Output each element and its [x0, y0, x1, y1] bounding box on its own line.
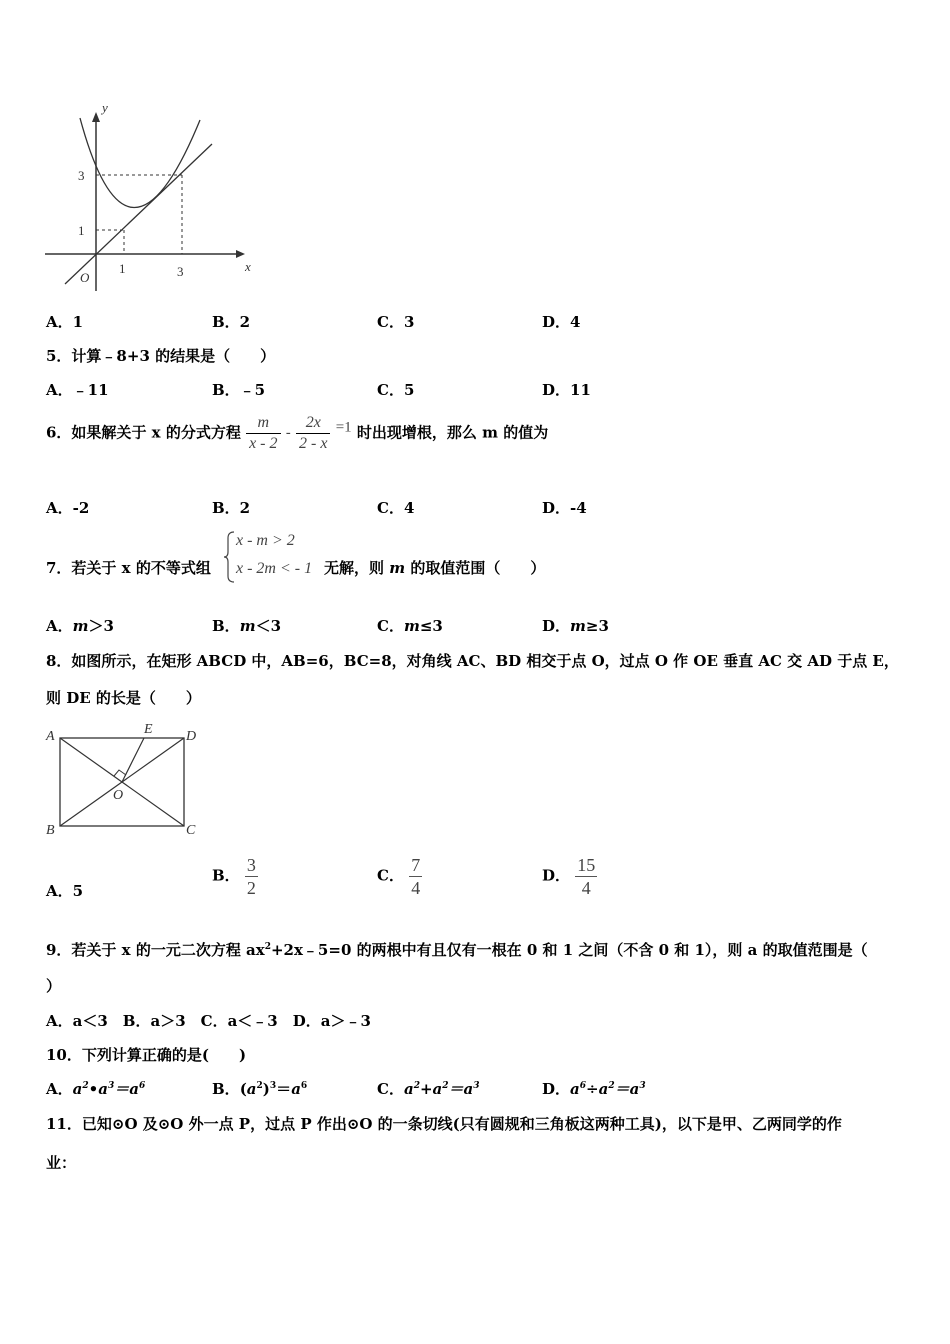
q6-prefix: 6．如果解关于 x 的分式方程 — [46, 423, 241, 442]
label-c: C — [186, 823, 196, 838]
q9-line1-b: +2x﹣5=0 的两根中有且仅有一根在 0 和 1 之间（不含 0 和 1），则 a 的取值范围是（ — [270, 941, 868, 959]
q7-suffix-2: 的取值范围（ ） — [405, 559, 546, 577]
label-a: A — [46, 729, 55, 744]
q7-option-c — [377, 615, 443, 636]
q9-exponent: 2 — [264, 942, 271, 952]
q6-frac1-den: x - 2 — [249, 435, 278, 452]
q11-stem-line1: 11．已知⊙O 及⊙O 外一点 P，过点 P 作出⊙O 的一条切线(只有圆规和三角板这两种工具)，以下是甲、乙两同学的作 — [46, 1115, 842, 1133]
q8-option-c — [377, 854, 422, 899]
q6-option-b: B．2 — [212, 499, 251, 517]
q9-options: A．a＜3 B．a＞3 C．a＜﹣3 D．a＞﹣3 — [46, 1012, 371, 1030]
x-axis-arrow — [236, 250, 245, 258]
q10-d-expr: $a^6\div a^2=a^3$ — [570, 1080, 646, 1098]
q10-option-b — [212, 1078, 307, 1099]
label-b: B — [46, 823, 55, 838]
q4-option-b: B．2 — [212, 313, 251, 331]
q9-line1-a: 9．若关于 x 的一元二次方程 ax — [46, 941, 265, 959]
x-tick-1: 1 — [119, 261, 126, 276]
q6-frac2-den: 2 - x — [299, 435, 328, 452]
q8-b-den: 2 — [246, 878, 256, 898]
q8-d-label: D． — [542, 866, 571, 885]
q7-a-var: m — [72, 617, 89, 635]
q5-option-c: C．5 — [377, 381, 415, 399]
q8-b-label: B． — [212, 866, 240, 885]
q9-stem-line2: ） — [46, 977, 62, 995]
q7-d-label: D． — [542, 617, 571, 635]
q6-option-a: A．-2 — [46, 499, 90, 517]
q7-a-rel: ＞3 — [88, 617, 114, 635]
q7-option-b — [212, 615, 281, 636]
y-tick-1: 1 — [78, 223, 85, 238]
q8-b-fraction — [245, 854, 258, 899]
right-angle-mark — [114, 770, 126, 776]
q10-c-label: C． — [377, 1080, 404, 1098]
q10-c-expr: $a^2+a^2=a^3$ — [403, 1080, 480, 1098]
x-axis-label: x — [245, 259, 251, 274]
q10-option-a — [46, 1078, 145, 1099]
q7-c-label: C． — [377, 617, 404, 635]
q7-suffix-m: m — [389, 559, 406, 577]
q6-stem — [46, 413, 548, 454]
label-o: O — [113, 788, 124, 803]
q7-suffix — [324, 557, 545, 578]
x-tick-3: 3 — [177, 264, 184, 279]
label-d: D — [186, 729, 197, 744]
q10-stem: 10．下列计算正确的是( ) — [46, 1046, 247, 1064]
q8-c-fraction — [409, 854, 422, 899]
q7-b-var: m — [239, 617, 256, 635]
q6-option-d: D．-4 — [542, 499, 587, 517]
q9-stem-line1 — [46, 939, 868, 960]
q4-option-a: A．1 — [46, 313, 84, 331]
q8-b-num: 3 — [246, 855, 256, 875]
q8-option-b — [212, 854, 258, 899]
q7-system-line1: x - m > 2 — [236, 532, 295, 549]
q7-d-var: m — [570, 617, 586, 635]
q10-d-label: D． — [542, 1080, 571, 1098]
q8-c-den: 4 — [411, 878, 421, 898]
q7-c-var: m — [403, 617, 420, 635]
y-axis-label: y — [102, 100, 108, 115]
q7-d-rel: ≥3 — [585, 617, 609, 635]
rectangle-figure — [40, 718, 210, 842]
q6-equals: =1 — [335, 419, 352, 436]
q7-option-d — [542, 615, 609, 636]
origin-label: O — [80, 270, 90, 285]
q10-option-d — [542, 1078, 646, 1099]
label-e: E — [144, 722, 153, 737]
q11-stem-line2: 业： — [46, 1154, 77, 1172]
q8-stem-line1: 8．如图所示，在矩形 ABCD 中，AB=6，BC=8，对角线 AC、BD 相交于点 O，过点 O 作 OE 垂直 AC 交 AD 于点 E， — [46, 652, 899, 670]
y-tick-3: 3 — [78, 168, 85, 183]
q6-minus: - — [285, 423, 291, 442]
q4-option-d: D．4 — [542, 313, 581, 331]
q6-fraction-2 — [296, 413, 330, 454]
q6-fraction-1 — [246, 413, 280, 454]
q10-a-label: A． — [46, 1080, 73, 1098]
q10-b-expr: $(a^2)^3=a^6$ — [239, 1080, 308, 1098]
segment-oe — [122, 738, 144, 782]
q6-frac1-num: m — [246, 413, 280, 434]
q5-option-a: A．﹣11 — [46, 381, 109, 399]
q7-option-a — [46, 615, 114, 636]
parabola-line-graph — [40, 96, 260, 296]
q8-d-den: 4 — [581, 878, 591, 898]
q7-b-rel: ＜3 — [255, 617, 281, 635]
y-axis-arrow — [92, 112, 100, 122]
q7-brace — [222, 530, 236, 584]
q8-option-a: A．5 — [46, 882, 84, 900]
q6-frac2-num: 2x — [296, 413, 330, 434]
q8-stem-line2: 则 DE 的长是（ ） — [46, 689, 201, 707]
q6-suffix: 时出现增根，那么 m 的值为 — [356, 423, 549, 442]
q5-stem: 5．计算﹣8+3 的结果是（ ） — [46, 347, 276, 365]
q8-c-num: 7 — [411, 855, 421, 875]
q10-a-expr: $a^2•a^3=a^6$ — [72, 1080, 146, 1098]
q8-c-label: C． — [377, 866, 404, 885]
q10-option-c — [377, 1078, 480, 1099]
q7-suffix-1: 无解，则 — [324, 559, 390, 577]
q8-option-d — [542, 854, 597, 899]
q7-a-label: A． — [46, 617, 73, 635]
q10-b-label: B． — [212, 1080, 240, 1098]
q5-option-b: B．﹣5 — [212, 381, 266, 399]
q8-d-num: 15 — [577, 855, 596, 875]
q5-option-d: D．11 — [542, 381, 591, 399]
q8-d-fraction — [575, 854, 597, 899]
q6-option-c: C．4 — [377, 499, 415, 517]
q7-prefix: 7．若关于 x 的不等式组 — [46, 559, 211, 577]
q4-option-c: C．3 — [377, 313, 415, 331]
q7-b-label: B． — [212, 617, 240, 635]
q7-c-rel: ≤3 — [419, 617, 443, 635]
line-y-equals-x — [65, 144, 212, 284]
q7-system-line2: x - 2m < - 1 — [236, 560, 313, 577]
